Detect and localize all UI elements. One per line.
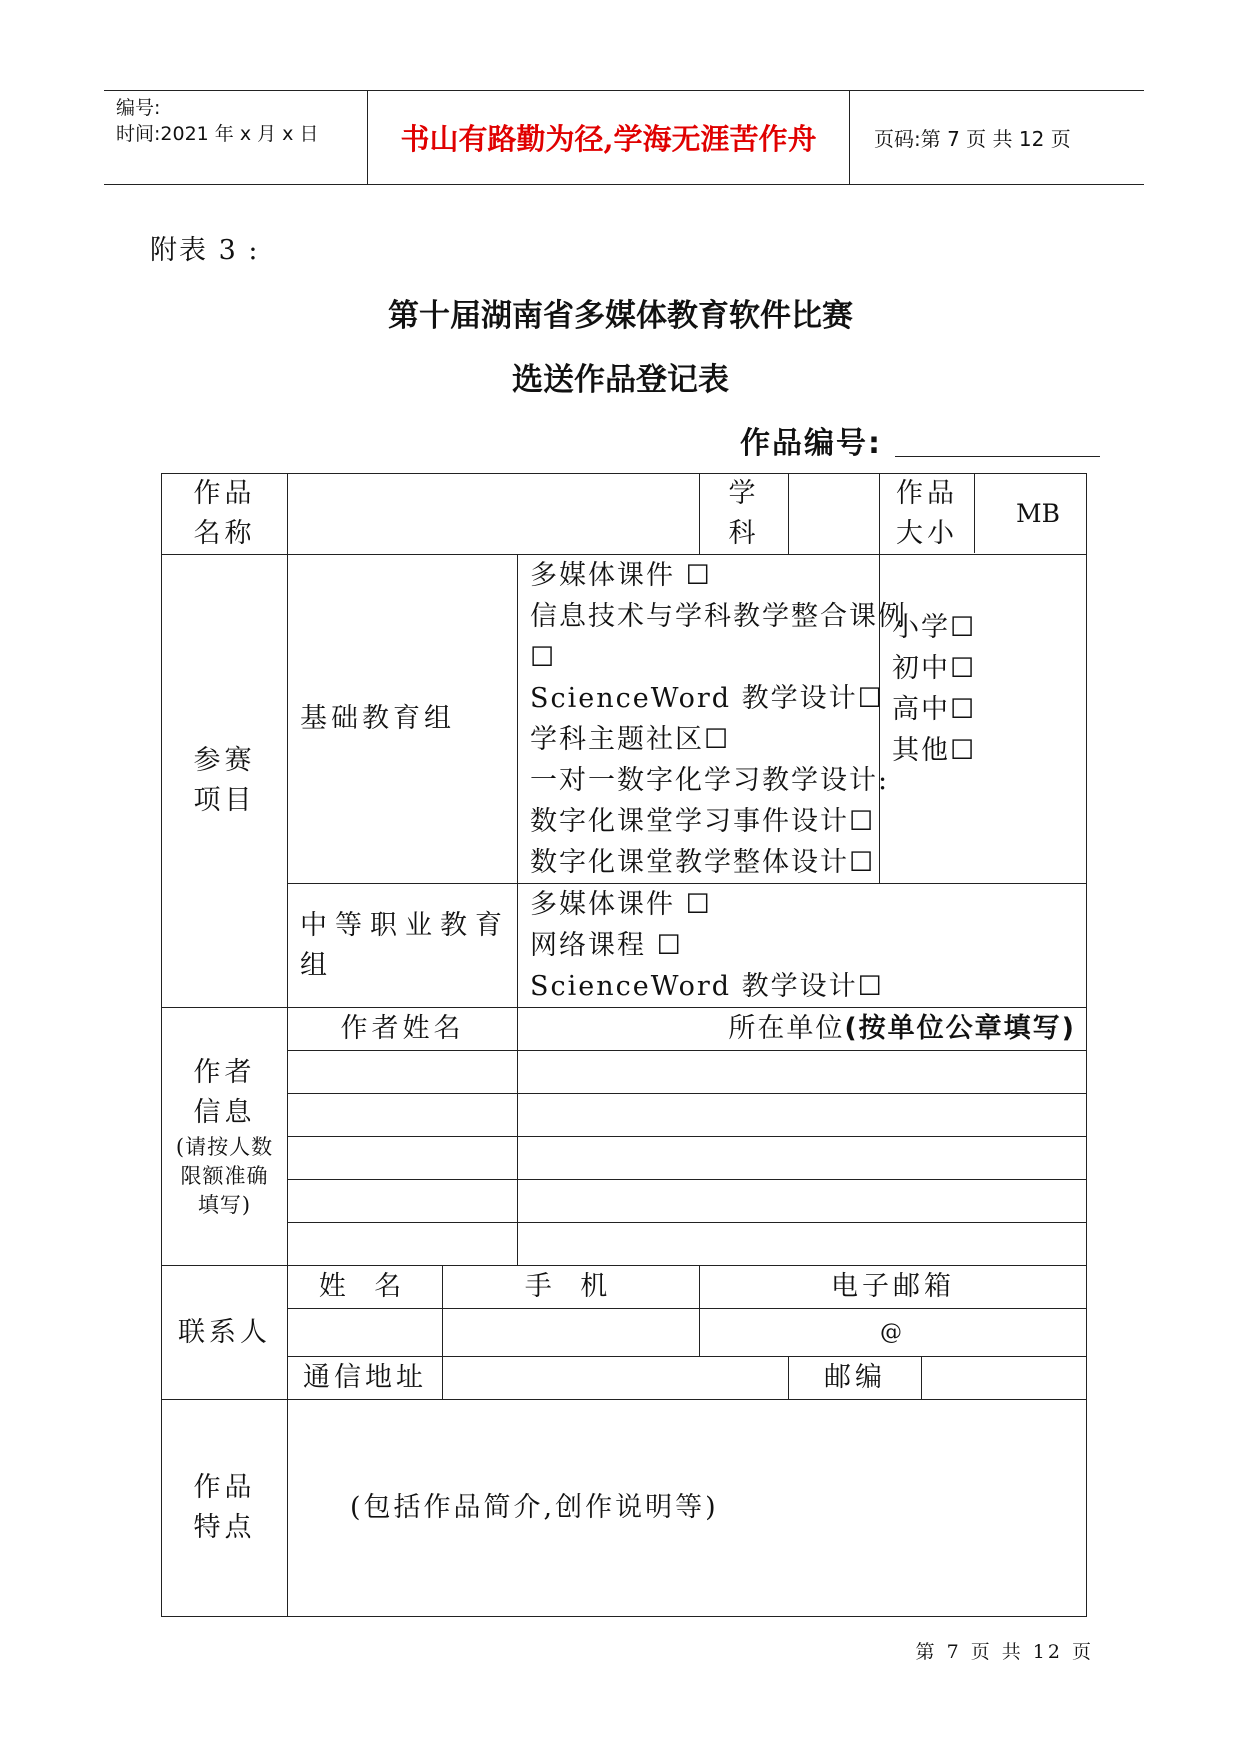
- appendix-label: 附表 3 :: [150, 235, 260, 266]
- unit-header: 所在单位(按单位公章填写): [518, 1008, 1087, 1051]
- vocational-options: [518, 884, 1087, 1008]
- form-title: 第十届湖南省多媒体教育软件比赛: [388, 298, 853, 334]
- author-unit-field[interactable]: [518, 1180, 1087, 1223]
- subject-field[interactable]: [789, 474, 880, 555]
- contact-email-field[interactable]: @: [700, 1309, 1087, 1357]
- document-header: [104, 90, 1144, 185]
- author-name-header: 作者姓名: [288, 1008, 518, 1051]
- vocational-option[interactable]: 多媒体课件 ☐: [530, 889, 712, 920]
- author-name-field[interactable]: [288, 1051, 518, 1094]
- postcode-label: 邮编: [789, 1357, 922, 1400]
- basic-education-group: 基础教育组: [288, 555, 518, 884]
- author-unit-field[interactable]: [518, 1094, 1087, 1137]
- size-unit: MB: [1016, 499, 1061, 528]
- vocational-education-group: 中等职业教育组: [288, 884, 518, 1008]
- level-option[interactable]: 其他☐: [892, 735, 977, 766]
- basic-option: 一对一数字化学习教学设计:: [530, 765, 890, 796]
- contact-name-field[interactable]: [288, 1309, 443, 1357]
- basic-option[interactable]: 学科主题社区☐: [530, 724, 731, 755]
- author-unit-field[interactable]: [518, 1051, 1087, 1094]
- work-size-cell: [880, 474, 1087, 555]
- vocational-option[interactable]: 网络课程 ☐: [530, 930, 683, 961]
- basic-option[interactable]: ScienceWord 教学设计☐: [530, 683, 884, 714]
- author-unit-field[interactable]: [518, 1137, 1087, 1180]
- registration-table: [161, 473, 1087, 1617]
- work-size-label: 作品 大小: [880, 474, 975, 553]
- number-label: 编号:: [116, 97, 161, 119]
- work-number-label: 作品编号:: [740, 426, 882, 461]
- address-field[interactable]: [443, 1357, 789, 1400]
- basic-options: [518, 555, 907, 884]
- contact-label: 联系人: [162, 1266, 288, 1400]
- address-label: 通信地址: [288, 1357, 443, 1400]
- basic-option[interactable]: 信息技术与学科教学整合课例: [530, 601, 907, 632]
- motto: 书山有路勤为径,学海无涯苦作舟: [368, 91, 850, 184]
- contact-phone-field[interactable]: [443, 1309, 700, 1357]
- work-features-label: 作品 特点: [162, 1400, 288, 1617]
- contact-phone-header: 手 机: [443, 1266, 700, 1309]
- basic-option[interactable]: 数字化课堂教学整体设计☐: [530, 847, 876, 878]
- work-features-field[interactable]: [288, 1400, 1087, 1617]
- school-level-options: [880, 555, 1087, 884]
- author-name-field[interactable]: [288, 1137, 518, 1180]
- contact-name-header: 姓 名: [288, 1266, 443, 1309]
- entry-project-label: 参赛 项目: [162, 555, 288, 1008]
- level-option[interactable]: 高中☐: [892, 694, 977, 725]
- level-option[interactable]: 小学☐: [892, 612, 977, 643]
- page-code: 页码:第 7 页 共 12 页: [874, 127, 1071, 151]
- author-unit-field[interactable]: [518, 1223, 1087, 1266]
- author-info-label: 作者 信息 (请按人数限额准确填写): [162, 1008, 288, 1266]
- author-name-field[interactable]: [288, 1094, 518, 1137]
- vocational-option[interactable]: ScienceWord 教学设计☐: [530, 971, 884, 1002]
- basic-option[interactable]: 多媒体课件 ☐: [530, 560, 712, 591]
- postcode-field[interactable]: [922, 1357, 1087, 1400]
- level-option[interactable]: 初中☐: [892, 653, 977, 684]
- basic-option[interactable]: 数字化课堂学习事件设计☐: [530, 806, 876, 837]
- work-name-label: 作品 名称: [162, 474, 288, 555]
- time-label: 时间:2021 年 x 月 x 日: [116, 123, 319, 145]
- form-subtitle: 选送作品登记表: [512, 362, 729, 398]
- author-name-field[interactable]: [288, 1180, 518, 1223]
- work-features-hint: (包括作品简介,创作说明等): [350, 1492, 719, 1523]
- work-name-field[interactable]: [288, 474, 700, 555]
- header-meta-cell: [104, 91, 368, 184]
- author-name-field[interactable]: [288, 1223, 518, 1266]
- author-note: (请按人数限额准确填写): [175, 1135, 274, 1217]
- contact-email-header: 电子邮箱: [700, 1266, 1087, 1309]
- basic-option[interactable]: ☐: [530, 642, 557, 673]
- page-footer: 第 7 页 共 12 页: [915, 1641, 1094, 1663]
- subject-label: 学 科: [700, 474, 789, 555]
- work-number-field[interactable]: [895, 456, 1100, 457]
